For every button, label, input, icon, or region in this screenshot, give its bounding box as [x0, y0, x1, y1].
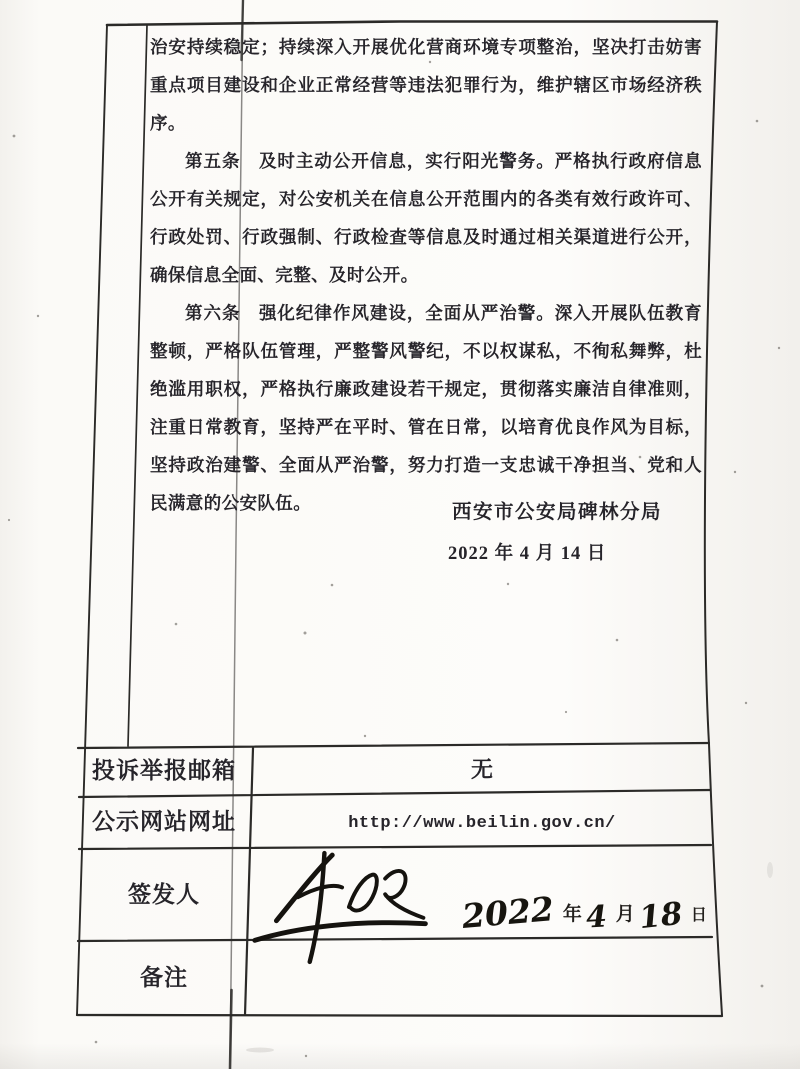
body-paragraph: 治安持续稳定；持续深入开展优化营商环境专项整治，坚决打击妨害重点项目建设和企业正常经营等违法犯罪行为，维护辖区市场经济秩序。 [150, 37, 702, 133]
form-label-complaint-email: 投诉举报邮箱 [92, 758, 236, 783]
sign-date-month: 4 [585, 899, 608, 936]
sign-date [460, 889, 711, 937]
form-value-public-website-url: http://www.beilin.gov.cn/ [348, 814, 616, 833]
issuing-authority: 西安市公安局碑林分局 [452, 502, 663, 523]
issue-date: 2022 年 4 月 14 日 [448, 544, 607, 564]
form-value-complaint-email: 无 [470, 757, 493, 782]
sign-date-year-unit: 年 [562, 904, 582, 925]
body-paragraph-article-5: 第五条 及时主动公开信息，实行阳光警务。严格执行政府信息公开有关规定，对公安机关在信息公开范围内的各类有效行政许可、行政处罚、行政强制、行政检查等信息及时通过相关渠道进行公开，确保信息全面、完整、及时公开。 [150, 151, 702, 285]
upper-column-divider [128, 25, 147, 746]
sign-date-day-unit: 日 [690, 907, 707, 924]
form-label-signer: 签发人 [128, 882, 200, 907]
signer-handwritten-signature [247, 848, 443, 968]
sign-date-year: 2022 [460, 889, 556, 936]
body-paragraph-article-6: 第六条 强化纪律作风建设，全面从严治警。深入开展队伍教育整顿，严格队伍管理，严整警风警纪，不以权谋私，不徇私舞弊，杜绝滥用职权，严格执行廉政建设若干规定，贯彻落实廉洁自律准则，注重日常教育，坚持严在平时、管在日常，以培育优良作风为目标，坚持政治建警、全面从严治警，努力打造一支忠诚干净担当、党和人民满意的公安队伍。 [150, 303, 702, 513]
sign-date-day: 18 [637, 895, 684, 937]
sign-date-month-unit: 月 [615, 904, 635, 925]
form-label-remarks: 备注 [140, 965, 188, 990]
document-body [150, 28, 702, 522]
form-label-public-website: 公示网站网址 [92, 809, 236, 834]
